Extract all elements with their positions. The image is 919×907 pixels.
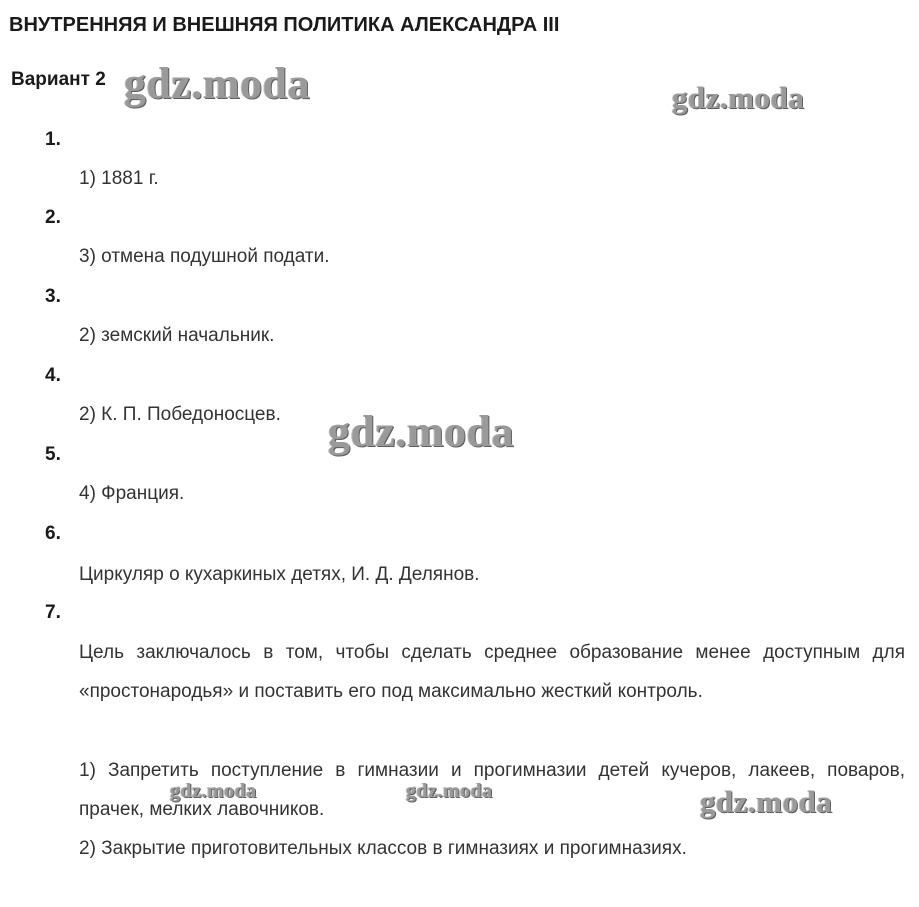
answer-4: 2) К. П. Победоносцев.	[79, 404, 281, 425]
watermark: gdz.moda	[700, 784, 833, 819]
answer-3: 2) земский начальник.	[79, 325, 275, 346]
answer-1: 1) 1881 г.	[79, 168, 159, 189]
watermark: gdz.moda	[328, 407, 515, 456]
question-number-5: 5.	[45, 444, 61, 465]
question-number-6: 6.	[45, 523, 61, 544]
answer-7-paragraph-3: 2) Закрытие приготовительных классов в гимназиях и прогимназиях.	[79, 838, 687, 859]
question-number-1: 1.	[45, 129, 61, 150]
watermark: gdz.moda	[124, 59, 311, 108]
watermark: gdz.moda	[672, 80, 805, 115]
watermark: gdz.moda	[406, 780, 493, 802]
question-number-3: 3.	[45, 286, 61, 307]
question-number-7: 7.	[45, 602, 61, 623]
question-number-4: 4.	[45, 365, 61, 386]
answer-7-paragraph-1: Цель заключалось в том, чтобы сделать среднее образование менее доступным для «простонародья» и поставить его под максимально жесткий контроль.	[79, 642, 905, 702]
answer-6: Циркуляр о кухаркиных детях, И. Д. Делянов.	[79, 564, 480, 585]
answer-5: 4) Франция.	[79, 483, 185, 504]
question-number-2: 2.	[45, 207, 61, 228]
page-title: ВНУТРЕННЯЯ И ВНЕШНЯЯ ПОЛИТИКА АЛЕКСАНДРА III	[9, 14, 560, 36]
watermark: gdz.moda	[170, 780, 257, 802]
answer-2: 3) отмена подушной подати.	[79, 246, 330, 267]
variant-label: Вариант 2	[11, 69, 106, 90]
answer-7-paragraph-2: 1) Запретить поступление в гимназии и прогимназии детей кучеров, лакеев, поваров, прачек, мелких лавочников.	[79, 760, 905, 820]
